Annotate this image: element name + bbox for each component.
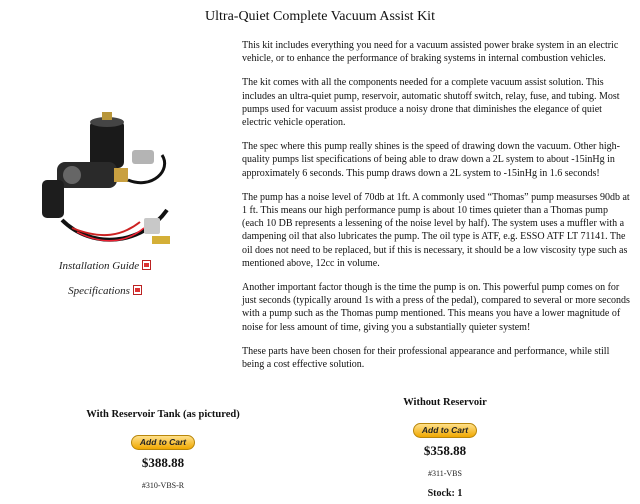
product-sku: #310-VBS-R: [141, 481, 185, 490]
product-image-column: [20, 110, 210, 265]
product-with-reservoir: [60, 409, 266, 490]
description-paragraph: This kit includes everything you need for a vacuum assisted power brake system in an electric vehicle, or to enhance the performance of braking systems in internal combustion vehicles.: [242, 40, 619, 65]
add-to-cart-button[interactable]: Add to Cart: [413, 423, 477, 438]
product-photo: [32, 110, 182, 260]
installation-guide-link[interactable]: [20, 260, 190, 272]
specifications-link[interactable]: [20, 285, 190, 297]
specifications-label: Specifications: [68, 285, 130, 297]
description-paragraph: Another important factor though is the time the pump is on. This powerful pump comes on for just seconds (typically around 1s with a press of the pedal), compared to several or more seconds with a pump such as the Thomas pump mentioned. This means you have a lower magnitude of noise for less amount of time, giving you a substantially quieter system!: [242, 282, 630, 333]
description-paragraph: The spec where this pump really shines is the speed of drawing down the vacuum. Other high-quality pumps list specifications of being able to draw down a 2L system to about -15inHg in approximately 6 seconds. This pump draws down a 2L system to -15inHg in 1.6 seconds!: [242, 141, 620, 179]
product-name: Without Reservoir: [403, 397, 487, 408]
product-price: $388.88: [141, 455, 185, 470]
product-name: With Reservoir Tank (as pictured): [86, 409, 240, 420]
description-paragraph: These parts have been chosen for their professional appearance and performance, while still being a cost effective solution.: [242, 345, 610, 371]
pdf-icon: [142, 260, 151, 270]
product-without-reservoir: [360, 397, 530, 499]
stock-count: Stock: 1: [427, 488, 463, 499]
description-paragraph: The kit comes with all the components needed for a complete vacuum assist solution. This includes an ultra-quiet pump, reservoir, automatic shutoff switch, relay, fuse, and tubing. Most pumps used for vacuum assist produce a noisy drone that diminishes the elegance of quiet electric vehicle operation.: [242, 77, 620, 129]
product-description: [242, 39, 630, 382]
installation-guide-label: Installation Guide: [58, 260, 140, 272]
pdf-icon: [133, 285, 142, 295]
page-title: Ultra-Quiet Complete Vacuum Assist Kit: [205, 9, 435, 24]
add-to-cart-button[interactable]: Add to Cart: [131, 435, 195, 450]
product-sku: #311-VBS: [428, 469, 462, 478]
product-price: $358.88: [423, 443, 467, 458]
description-paragraph: The pump has a noise level of 70db at 1ft. A commonly used “Thomas” pump measurses 90db at 1 ft. This means our high performance pump is about 10 times quieter than a Thomas pump (each 10 DB represents a lessening of the noise level by half). The system uses a muffler with a dampening oil that also lubricates the pump. The oil type is ATF, e.g. ESSO ATF LT 71141. The oil does not need to be replaced, but if this is necessary, it should be a low viscosity type such as mentioned above, 12cc in volume.: [242, 191, 630, 269]
